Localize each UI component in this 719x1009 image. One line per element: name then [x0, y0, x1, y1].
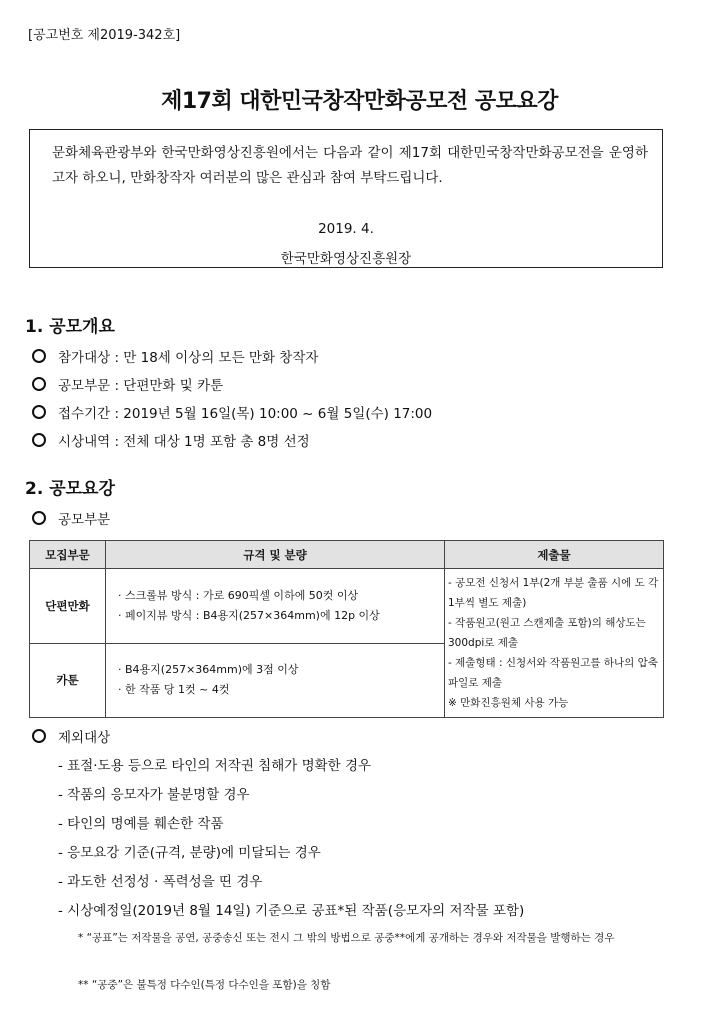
circle-bullet-icon	[32, 511, 46, 525]
circle-bullet-icon	[32, 729, 46, 743]
table-header: 규격 및 분량	[106, 541, 445, 569]
circle-bullet-icon	[32, 405, 46, 419]
intro-text: 문화체육관광부와 한국만화영상진흥원에서는 다음과 같이 제17회 대한민국창작만화공모전을 운영하고자 하오니, 만화창작자 여러분의 많은 관심과 참여 부탁드립니다.	[52, 145, 648, 186]
exclusion-item: - 응모요강 기준(규격, 분량)에 미달되는 경우	[58, 845, 321, 861]
exclusion-heading: 제외대상	[32, 726, 110, 746]
overview-item: 시상내역 : 전체 대상 1명 포함 총 8명 선정	[32, 430, 310, 450]
notice-number: [공고번호 제2019-342호]	[28, 28, 181, 43]
intro-box	[29, 129, 663, 268]
intro-signature: 한국만화영상진흥원장	[280, 251, 412, 267]
table-header: 제출물	[445, 541, 664, 569]
exclusion-item: - 시상예정일(2019년 8월 14일) 기준으로 공표*된 작품(응모자의 저작물 포함)	[58, 903, 525, 919]
exclusion-item: - 과도한 선정성 · 폭력성을 띤 경우	[58, 874, 263, 890]
overview-item: 접수기간 : 2019년 5월 16일(목) 10:00 ~ 6월 5일(수) 17:00	[32, 402, 432, 422]
spec-cell: · B4용지(257×364mm)에 3점 이상 · 한 작품 당 1컷 ~ 4컷	[106, 643, 445, 718]
circle-bullet-icon	[32, 377, 46, 391]
submission-cell: - 공모전 신청서 1부(2개 부분 출품 시에 도 각 1부씩 별도 제출) - 작품원고(원고 스캔제출 포함)의 해상도는 300dpi로 제출 - 제출형태 : 신청서와 작품원고를 하나의 압축파일로 제출 ※ 만화진흥원체 사용 가능	[445, 569, 664, 718]
circle-bullet-icon	[32, 349, 46, 363]
intro-date: 2019. 4.	[318, 221, 374, 237]
table-row	[30, 569, 664, 644]
spec-cell: · 스크롤뷰 방식 : 가로 690픽셀 이하에 50컷 이상 · 페이지뷰 방식 : B4용지(257×364mm)에 12p 이상	[106, 569, 445, 644]
section2-heading: 2. 공모요강	[25, 479, 115, 499]
category-cell: 카툰	[30, 643, 106, 718]
section1-heading: 1. 공모개요	[25, 317, 115, 337]
circle-bullet-icon	[32, 433, 46, 447]
requirements-table	[29, 540, 664, 718]
overview-item: 공모부문 : 단편만화 및 카툰	[32, 374, 223, 394]
exclusion-item: - 표절·도용 등으로 타인의 저작권 침해가 명확한 경우	[58, 758, 372, 774]
sub-heading: 공모부분	[32, 508, 110, 528]
page-title: 제17회 대한민국창작만화공모전 공모요강	[161, 89, 558, 114]
exclusion-item: - 타인의 명예를 훼손한 작품	[58, 816, 224, 832]
category-cell: 단편만화	[30, 569, 106, 644]
table-header: 모집부문	[30, 541, 106, 569]
footnote: ** “공중”은 불특정 다수인(특정 다수인을 포함)을 칭함	[78, 979, 331, 991]
footnote: * “공표”는 저작물을 공연, 공중송신 또는 전시 그 밖의 방법으로 공중**에게 공개하는 경우와 저작물을 발행하는 경우	[78, 932, 615, 944]
overview-item: 참가대상 : 만 18세 이상의 모든 만화 창작자	[32, 346, 318, 366]
exclusion-item: - 작품의 응모자가 불분명할 경우	[58, 787, 250, 803]
